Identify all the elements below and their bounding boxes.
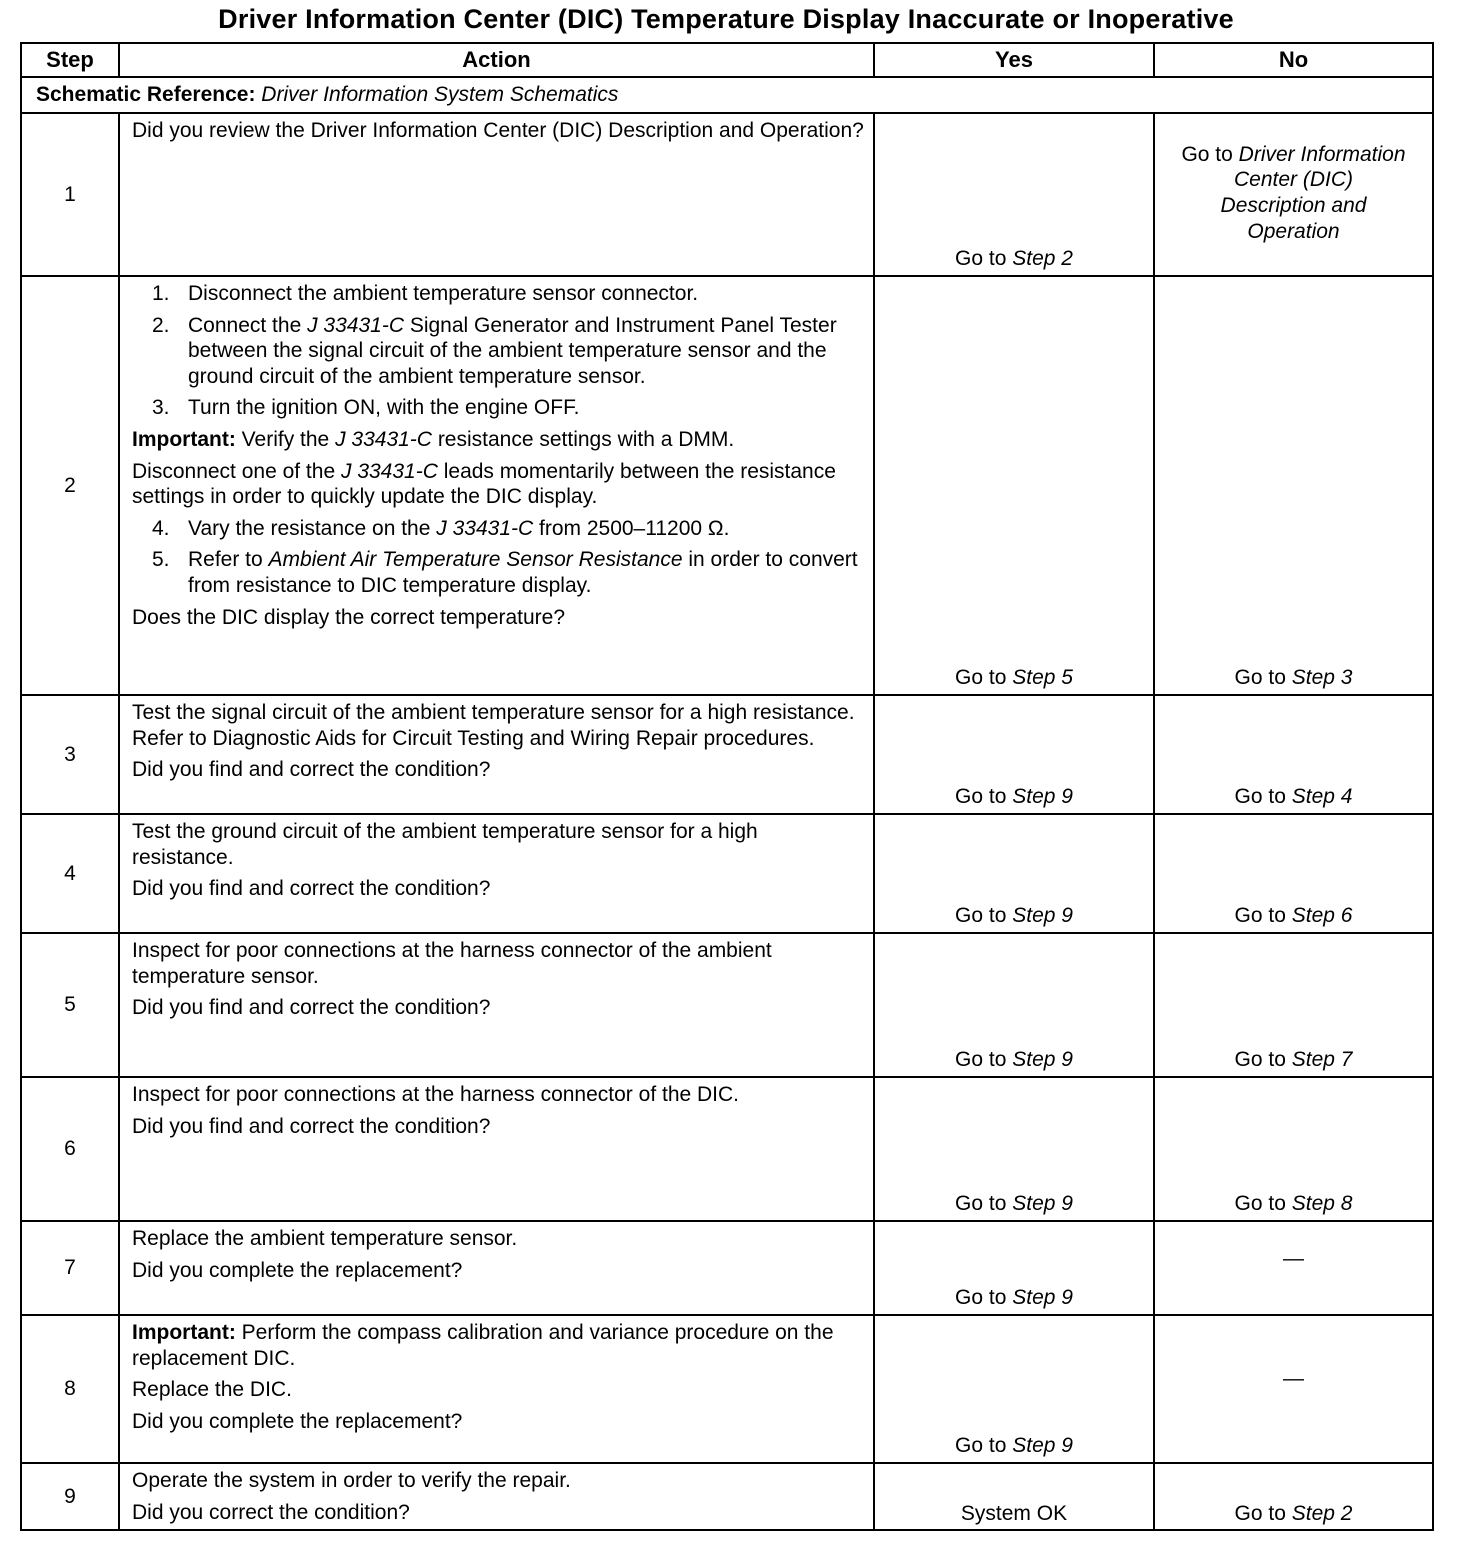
no-dash: — xyxy=(1283,1247,1304,1271)
schematic-reference-row xyxy=(21,77,1433,113)
yes-link[interactable]: Step 9 xyxy=(1012,1286,1073,1310)
no-cell xyxy=(1154,113,1433,276)
action-text: Replace the ambient temperature sensor. xyxy=(132,1227,518,1250)
table-row xyxy=(21,933,1433,1077)
action-question: Did you find and correct the condition? xyxy=(132,877,491,901)
action-cell xyxy=(119,814,874,933)
action-list-item: 4. Vary the resistance on the J 33431-C from 2500–11200 Ω. xyxy=(152,516,730,540)
yes-link[interactable]: Step 5 xyxy=(1012,666,1073,690)
no-link[interactable]: Driver Information Center (DIC) Description and Operation xyxy=(1220,142,1406,243)
schematic-reference xyxy=(21,77,1433,113)
yes-cell: Go to Step 9 xyxy=(874,933,1154,1077)
action-question: Did you correct the condition? xyxy=(132,1500,410,1524)
reference-link[interactable]: Ambient Air Temperature Sensor Resistance xyxy=(268,548,683,572)
action-question: Did you complete the replacement? xyxy=(132,1409,463,1433)
action-cell xyxy=(119,1463,874,1530)
table-row xyxy=(21,113,1433,276)
step-number: 6 xyxy=(21,1077,119,1221)
table-row xyxy=(21,1077,1433,1221)
no-cell: Go to Step 2 xyxy=(1154,1463,1433,1530)
header-no: No xyxy=(1154,43,1433,77)
action-cell xyxy=(119,1221,874,1315)
action-text: Test the ground circuit of the ambient temperature sensor for a high resistance. xyxy=(132,820,758,869)
no-cell: Go to Step 3 xyxy=(1154,276,1433,695)
action-text: Test the signal circuit of the ambient temperature sensor for a high resistance. Refer to Diagnostic Aids for Circuit Testing and Wiring Repair procedures. xyxy=(132,701,855,750)
no-link[interactable]: Step 8 xyxy=(1291,1192,1353,1216)
table-row xyxy=(21,1315,1433,1463)
action-cell xyxy=(119,933,874,1077)
no-cell: Go to Step 6 xyxy=(1154,814,1433,933)
action-cell xyxy=(119,276,874,695)
table-row xyxy=(21,276,1433,695)
no-link[interactable]: Step 3 xyxy=(1291,666,1353,690)
step-number: 3 xyxy=(21,695,119,814)
action-cell xyxy=(119,1077,874,1221)
yes-cell: Go to Step 9 xyxy=(874,1077,1154,1221)
action-question: Does the DIC display the correct temperature? xyxy=(132,605,566,629)
action-cell xyxy=(119,1315,874,1463)
table-row xyxy=(21,695,1433,814)
no-link[interactable]: Step 2 xyxy=(1291,1501,1353,1525)
action-list-item: 2. Connect the J 33431-C Signal Generator and Instrument Panel Tester between the signal circuit of the ambient temperature sensor and the ground circuit of the ambient temperature sensor. xyxy=(152,313,837,388)
yes-cell: Go to Step 9 xyxy=(874,814,1154,933)
action-text: Replace the DIC. xyxy=(132,1378,292,1402)
page-title: Driver Information Center (DIC) Temperature Display Inaccurate or Inoperative xyxy=(218,4,1234,34)
yes-cell xyxy=(874,113,1154,276)
action-list-item: 5. Refer to Ambient Air Temperature Sensor Resistance in order to convert from resistance to DIC temperature display. xyxy=(152,548,858,598)
yes-cell: Go to Step 5 xyxy=(874,276,1154,695)
yes-link[interactable]: Step 9 xyxy=(1012,785,1073,809)
no-link[interactable]: Step 7 xyxy=(1291,1048,1353,1072)
yes-link[interactable]: Step 9 xyxy=(1012,1192,1073,1216)
action-question: Did you find and correct the condition? xyxy=(132,1114,491,1138)
no-link[interactable]: Step 4 xyxy=(1291,785,1353,809)
table-row xyxy=(21,814,1433,933)
important-note: Important: Verify the J 33431-C resistance settings with a DMM. xyxy=(132,428,735,452)
step-number: 9 xyxy=(21,1463,119,1530)
step-number: 4 xyxy=(21,814,119,933)
no-cell xyxy=(1154,1315,1433,1463)
tool-reference: J 33431-C xyxy=(307,313,404,337)
no-cell: Go to Step 4 xyxy=(1154,695,1433,814)
action-text: Inspect for poor connections at the harness connector of the DIC. xyxy=(132,1083,740,1106)
action-question: Did you find and correct the condition? xyxy=(132,758,491,782)
yes-cell: Go to Step 9 xyxy=(874,1221,1154,1315)
yes-cell xyxy=(874,1463,1154,1530)
step-number: 1 xyxy=(21,113,119,276)
schematic-reference-label: Schematic Reference: xyxy=(36,83,256,107)
step-number: 2 xyxy=(21,276,119,695)
yes-link[interactable]: Step 9 xyxy=(1012,1434,1073,1458)
action-question: Did you find and correct the condition? xyxy=(132,996,491,1020)
diagnostic-table xyxy=(20,42,1434,1531)
header-action: Action xyxy=(119,43,874,77)
important-note: Important: Perform the compass calibration and variance procedure on the replacement DIC. xyxy=(132,1321,834,1370)
action-cell xyxy=(119,113,874,276)
header-step: Step xyxy=(21,43,119,77)
table-row xyxy=(21,1463,1433,1530)
no-prefix: Go to xyxy=(1181,142,1233,166)
no-cell: Go to Step 7 xyxy=(1154,933,1433,1077)
yes-link[interactable]: Step 9 xyxy=(1012,1048,1073,1072)
step-number: 8 xyxy=(21,1315,119,1463)
action-text: Inspect for poor connections at the harness connector of the ambient temperature sensor. xyxy=(132,939,772,988)
action-note: Disconnect one of the J 33431-C leads momentarily between the resistance settings in order to quickly update the DIC display. xyxy=(132,459,836,509)
action-cell xyxy=(119,695,874,814)
step-number: 5 xyxy=(21,933,119,1077)
header-row xyxy=(21,43,1433,77)
action-list-item: 1. Disconnect the ambient temperature sensor connector. xyxy=(152,282,699,305)
yes-result: System OK xyxy=(960,1501,1068,1525)
action-question: Did you complete the replacement? xyxy=(132,1258,463,1282)
yes-link[interactable]: Step 9 xyxy=(1012,904,1073,928)
yes-cell: Go to Step 9 xyxy=(874,1315,1154,1463)
action-question: Did you review the Driver Information Center (DIC) Description and Operation? xyxy=(132,119,864,142)
schematic-reference-link[interactable]: Driver Information System Schematics xyxy=(261,83,619,107)
header-yes: Yes xyxy=(874,43,1154,77)
yes-cell: Go to Step 9 xyxy=(874,695,1154,814)
table-row xyxy=(21,1221,1433,1315)
step-number: 7 xyxy=(21,1221,119,1315)
no-cell: Go to Step 8 xyxy=(1154,1077,1433,1221)
no-link[interactable]: Step 6 xyxy=(1291,904,1353,928)
no-cell xyxy=(1154,1221,1433,1315)
action-list-item: 3. Turn the ignition ON, with the engine OFF. xyxy=(152,396,580,420)
yes-link[interactable]: Step 2 xyxy=(1012,247,1073,271)
action-text: Operate the system in order to verify the repair. xyxy=(132,1469,571,1492)
no-dash: — xyxy=(1283,1367,1304,1391)
yes-prefix: Go to xyxy=(955,247,1007,271)
